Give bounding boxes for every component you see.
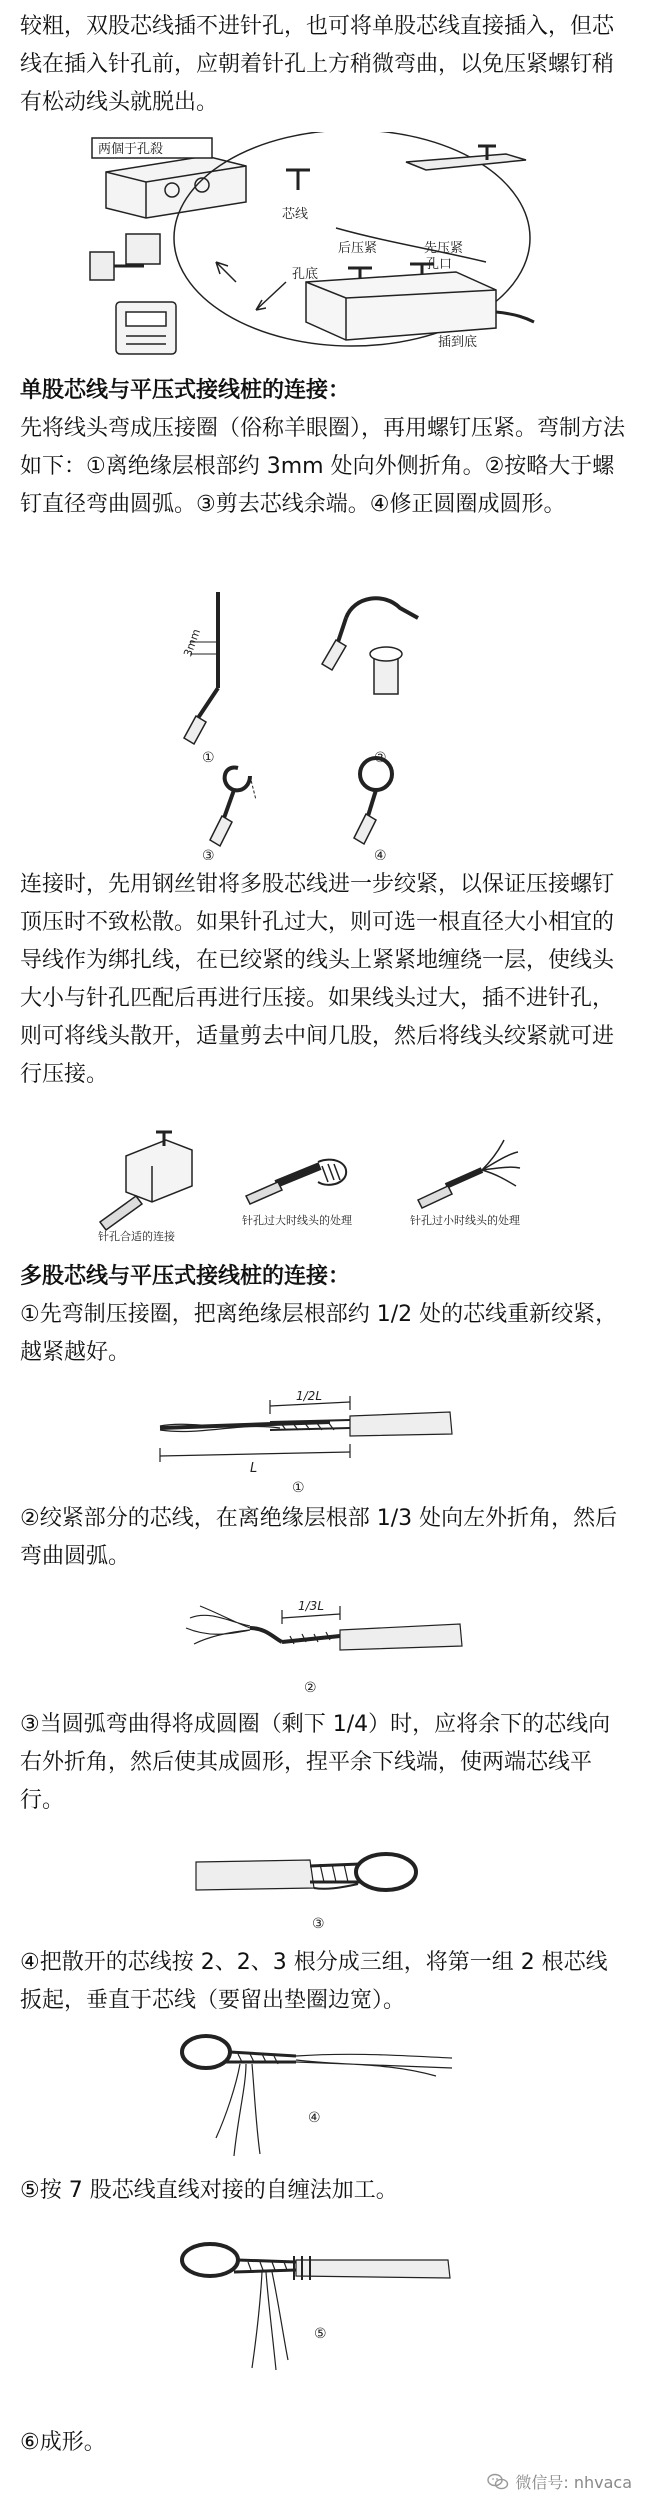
paragraph-step-1: ①先弯制压接圈，把离绝缘层根部约 1/2 处的芯线重新绞紧，越紧越好。 <box>20 1302 618 1365</box>
heading-multi-core: 多股芯线与平压式接线桩的连接： <box>20 1264 351 1289</box>
label-insert-bottom: 插到底 <box>438 335 478 350</box>
fig4-number: ① <box>292 1480 305 1494</box>
fig6-number: ③ <box>312 1916 325 1932</box>
figure-pin-terminal <box>86 132 538 364</box>
paragraph-intro: 较粗，双股芯线插不进针孔，也可将单股芯线直接插入，但芯线在插入针孔前，应朝着针孔上方稍微弯曲，以免压紧螺钉稍有松动线头就脱出。 <box>20 14 615 115</box>
fig7-number: ④ <box>308 2110 321 2126</box>
wechat-icon <box>487 2473 509 2491</box>
paragraph-multi-core-press: 连接时，先用钢丝钳将多股芯线进一步绞紧，以保证压接螺钉顶压时不致松散。如果针孔过大，则可选一根直径大小相宜的导线作为绑扎线，在已绞紧的线头上紧紧地缠绕一层，使线头大小与针孔匹配后再进行压接。如果线头过大，插不进针孔，则可将线头散开，适量剪去中间几股，然后将线头绞紧就可进行压接。 <box>20 872 615 1087</box>
label-core: 芯线 <box>282 207 309 222</box>
step-3-number: ③ <box>202 848 215 860</box>
step-4-number: ④ <box>374 848 387 860</box>
fig8-number: ⑤ <box>314 2326 327 2342</box>
label-first-press: 先压紧 <box>424 241 464 256</box>
figure-step-3-loop <box>190 1832 440 1936</box>
caption-large-hole: 针孔过大时线头的处理 <box>242 1214 352 1227</box>
figure-eye-loop-steps <box>178 578 448 860</box>
paragraph-step-6: ⑥成形。 <box>20 2430 106 2455</box>
paragraph-step-5: ⑤按 7 股芯线直线对接的自缠法加工。 <box>20 2178 398 2203</box>
fig5-number: ② <box>304 1680 317 1696</box>
wechat-watermark <box>487 2470 632 2493</box>
label-back-press: 后压紧 <box>338 241 378 256</box>
figure-step-1-twist <box>150 1382 470 1494</box>
step-2-number: ② <box>374 750 387 766</box>
label-half-L: 1/2L <box>296 1389 322 1403</box>
figure-pin-hole-handling <box>96 1126 562 1242</box>
figure-step-2-bend <box>170 1588 470 1700</box>
label-two-holes: 两個于孔殺 <box>98 142 164 157</box>
label-3mm: 3mm <box>181 627 204 659</box>
label-L: L <box>250 1461 258 1476</box>
caption-fit-hole: 针孔合适的连接 <box>98 1230 175 1242</box>
paragraph-step-3: ③当圆弧弯曲得将成圆圈（剩下 1/4）时，应将余下的芯线向右外折角，然后使其成圆形，捏平余下线端，使两端芯线平行。 <box>20 1712 611 1813</box>
caption-small-hole: 针孔过小时线头的处理 <box>410 1214 520 1227</box>
paragraph-step-4: ④把散开的芯线按 2、2、3 根分成三组，将第一组 2 根芯线扳起，垂直于芯线（要留出垫圈边宽）。 <box>20 1950 608 2013</box>
step-1-number: ① <box>202 750 215 766</box>
figure-step-5-wind <box>176 2220 456 2386</box>
watermark-text: 微信号: nhvaca <box>515 2473 632 2492</box>
paragraph-single-core-steps: 先将线头弯成压接圈（俗称羊眼圈），再用螺钉压紧。弯制方法如下：①离绝缘层根部约 3mm 处向外侧折角。②按略大于螺钉直径弯曲圆弧。③剪去芯线余端。④修正圆圈成圆形。 <box>20 416 626 517</box>
heading-single-core: 单股芯线与平压式接线桩的连接： <box>20 378 351 403</box>
label-hole-bottom: 孔底 <box>292 267 319 282</box>
paragraph-step-2: ②绞紧部分的芯线，在离绝缘层根部 1/3 处向左外折角，然后弯曲圆弧。 <box>20 1506 618 1569</box>
figure-step-4-split <box>176 2026 456 2160</box>
label-hole-mouth: 孔口 <box>426 257 453 272</box>
label-third-L: 1/3L <box>298 1599 324 1613</box>
